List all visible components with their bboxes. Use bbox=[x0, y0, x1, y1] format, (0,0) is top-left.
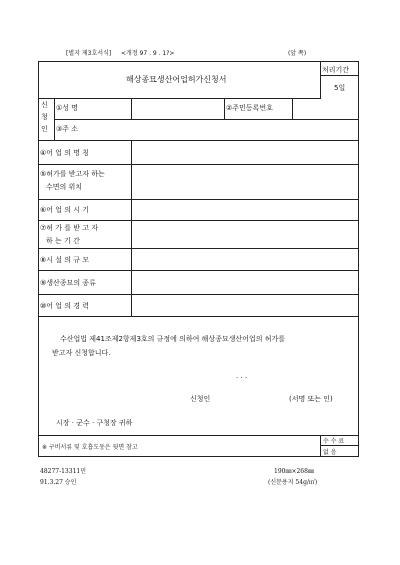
applicant-label-2: 청 bbox=[41, 113, 48, 121]
form-title: 해상종묘생산어업허가신청서 bbox=[126, 75, 227, 84]
fishery-name-label: ④어 업 의 명 칭 bbox=[40, 149, 89, 157]
applicant-label-1: 신 bbox=[41, 101, 48, 109]
fishery-career-label: ⑩어 업 의 경 력 bbox=[40, 302, 89, 310]
fishery-career-field[interactable] bbox=[132, 295, 358, 315]
water-location-field[interactable] bbox=[132, 165, 358, 198]
seed-type-field[interactable] bbox=[132, 271, 358, 293]
processing-period-value: 5일 bbox=[334, 84, 346, 92]
page-side-label: (앞 쪽) bbox=[288, 50, 307, 57]
form-number: [별지 제3호서식] bbox=[66, 50, 112, 57]
address-label: ③주 소 bbox=[56, 125, 79, 133]
seed-type-label: ⑨생산종묘의 종류 bbox=[40, 279, 96, 287]
permit-period-label-2: 하 는 기 간 bbox=[46, 237, 80, 245]
approval-date: 91.3.27 승인 bbox=[40, 479, 77, 486]
water-location-label-2: 수면의 위치 bbox=[46, 183, 83, 191]
applicant-signature-label: 신청인 bbox=[190, 395, 211, 403]
paper-type: (신문용지 54g/㎡) bbox=[268, 479, 318, 486]
facility-scale-label: ⑧시 설 의 규 모 bbox=[40, 256, 89, 264]
processing-period-label: 처리기간 bbox=[322, 66, 350, 74]
fee-value: 없 음 bbox=[323, 449, 337, 456]
resident-number-label: ②주민등록번호 bbox=[226, 104, 273, 112]
fishery-period-label: ⑥어 업 의 시 기 bbox=[40, 206, 89, 214]
address-field[interactable] bbox=[132, 120, 358, 140]
paper-size: 190㎜×268㎜ bbox=[274, 468, 314, 475]
attachment-note: ※ 구비서류 및 호흡도동은 뒷면 참고 bbox=[42, 444, 138, 451]
form-code: 48277-13311민 bbox=[40, 468, 86, 475]
applicant-label-3: 인 bbox=[41, 125, 48, 133]
resident-number-field[interactable] bbox=[293, 99, 358, 119]
fee-label: 수 수 료 bbox=[323, 438, 345, 445]
permit-period-field[interactable] bbox=[132, 221, 358, 247]
name-label: ①성 명 bbox=[56, 104, 79, 112]
revision-date: <개정 97 . 9 . 1?> bbox=[121, 50, 175, 57]
facility-scale-field[interactable] bbox=[132, 249, 358, 269]
addressee: 시장 · 군수 · 구청장 귀하 bbox=[56, 419, 133, 427]
date-field[interactable]: . . . bbox=[236, 372, 248, 380]
water-location-label-1: ⑤허가를 받고자 하는 bbox=[40, 170, 105, 178]
signature-or-seal-label: (서명 또는 인) bbox=[289, 395, 333, 403]
fishery-name-field[interactable] bbox=[132, 141, 358, 163]
permit-period-label-1: ⑦허 가 를 받 고 자 bbox=[40, 224, 98, 232]
statement-line-2: 받고자 신청합니다. bbox=[52, 349, 111, 357]
name-field[interactable] bbox=[132, 99, 223, 119]
fishery-period-field[interactable] bbox=[132, 200, 358, 219]
statement-line-1: 수산업법 제41조제2항제3호의 규정에 의하여 해상종묘생산어업의 허가를 bbox=[60, 335, 286, 343]
